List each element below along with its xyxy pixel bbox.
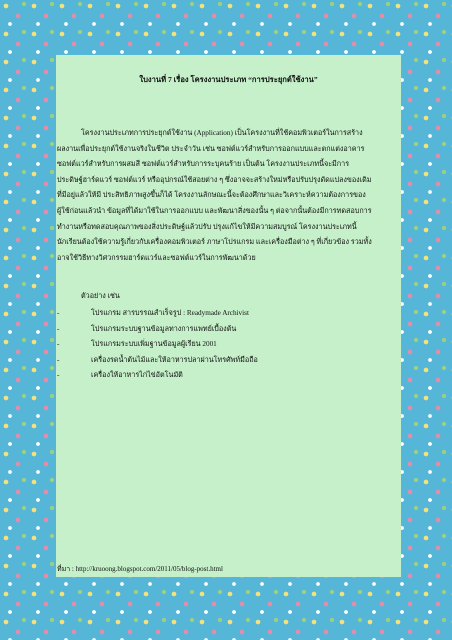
list-bullet: - [57,324,60,333]
list-item-text: เครื่องรดน้ำต้นไม้และให้อาหารปลาผ่านโทรศัพท์มือถือ [91,355,258,364]
list-item [57,337,387,353]
list-item [57,353,387,369]
list-item [57,306,387,322]
list-item [57,322,387,338]
intro-line: โครงงานประเภทการประยุกต์ใช้งาน (Application) เป็นโครงงานที่ใช้คอมพิวเตอร์ในการสร้าง [81,129,363,137]
example-heading: ตัวอย่าง เช่น [81,292,120,300]
list-bullet: - [57,355,60,364]
document-page [56,55,401,577]
intro-paragraph [57,126,395,266]
intro-line: ซอฟต์แวร์สำหรับการผสมสี ซอฟต์แวร์สำหรับการระบุคนร้าย เป็นต้น โครงงานประเภทนี้จะมีการ [57,160,350,169]
list-bullet: - [57,309,60,317]
source-citation: ที่มา : http://kruoong.blogspot.com/2011/05/blog-post.html [57,565,223,573]
list-item-text: โปรแกรมระบบฐานข้อมูลทางการแพทย์เบื้องต้น [91,324,237,333]
list-item-text: เครื่องให้อาหารไก่ไข่อัตโนมัติ [91,371,183,380]
intro-line: ประดิษฐ์ฮาร์ดแวร์ ซอฟต์แวร์ หรืออุปกรณ์ใช้สอยต่าง ๆ ซึ่งอาจจะสร้างใหม่หรือปรับปรุงดัดแปลงของเดิม [57,175,372,184]
list-item-text: โปรแกรม สารบรรณสำเร็จรูป : Readymade Archivist [91,309,249,317]
intro-line: นักเรียนต้องใช้ความรู้เกี่ยวกับเครื่องคอมพิวเตอร์ ภาษาโปรแกรม และเครื่องมือต่าง ๆ ที่เกี่ยวข้อง รวมทั้ง [57,238,372,247]
intro-line: ผู้ใช้ก่อนแล้วนำ ข้อมูลที่ได้มาใช้ในการออกแบบ และพัฒนาสิ่งของนั้น ๆ ต่อจากนั้นต้องมีการทดสอบการ [57,206,372,215]
list-bullet: - [57,340,60,349]
intro-line: ทำงานหรือทดสอบคุณภาพของสิ่งประดิษฐ์แล้วปรับ ปรุงแก้ไขให้มีความสมบูรณ์ โครงงานประเภทนี้ [57,222,357,231]
intro-line: ผลงานเพื่อประยุกต์ใช้งานจริงในชีวิต ประจำวัน เช่น ซอฟต์แวร์สำหรับการออกแบบและตกแต่งอาคาร [57,144,365,153]
intro-line: อาจใช้วิธีทางวิศวกรรมฮาร์ดแวร์และซอฟต์แวร์ในการพัฒนาด้วย [57,253,256,262]
list-item-text: โปรแกรมระบบเพิ่มฐานข้อมูลผู้เรียน 2001 [91,340,217,349]
list-bullet: - [57,371,60,380]
document-title: ใบงานที่ 7 เรื่อง โครงงานประเภท “การประยุกต์ใช้งาน” [139,75,318,84]
example-list [57,306,387,384]
list-item [57,368,387,384]
intro-line: ที่มีอยู่แล้วให้มี ประสิทธิภาพสูงขึ้นก็ได้ โครงงานลักษณะนี้จะต้องศึกษาและวิเคราะห์ความต้องการของ [57,191,366,200]
